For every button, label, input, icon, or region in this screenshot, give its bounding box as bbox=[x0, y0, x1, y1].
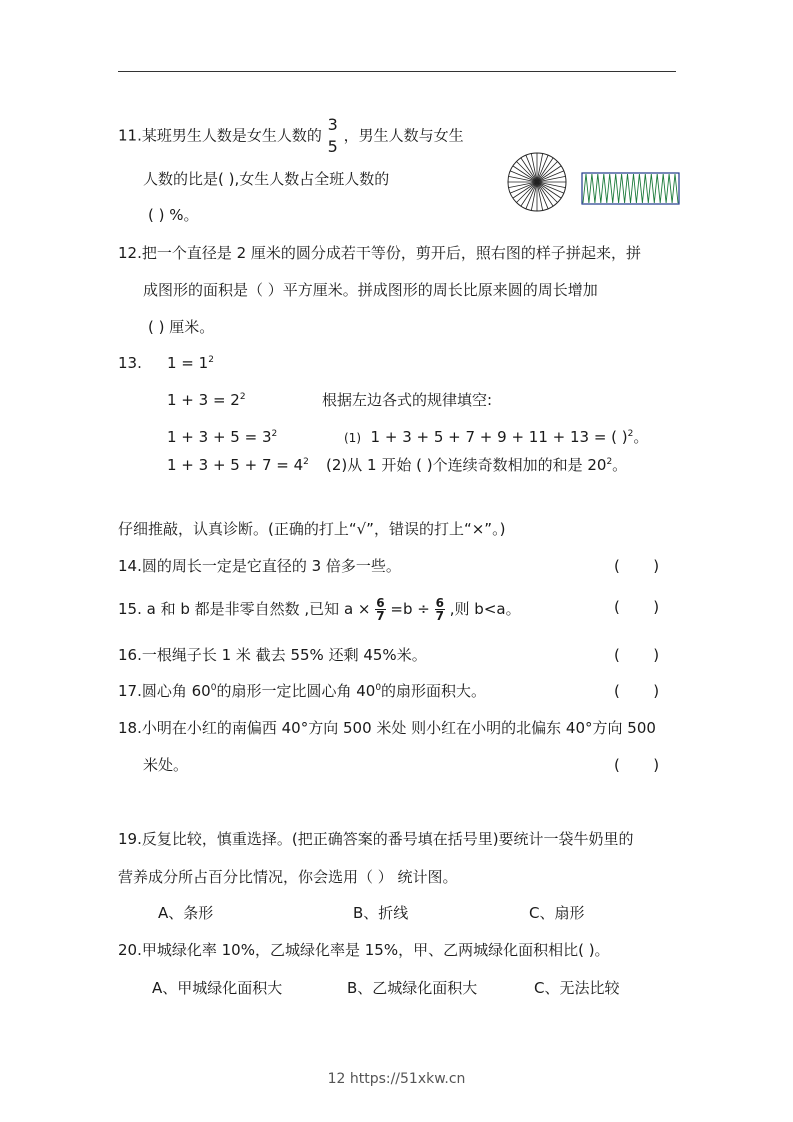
q15-text: 15. a 和 b 都是非零自然数 ,已知 a × $\frac{6}{7}$ =b ÷ $\frac{6}{7}$ ,则 b<a。 bbox=[118, 596, 521, 623]
q13-sub1-text: 1 + 3 + 5 + 7 + 9 + 11 + 13 = ( ) bbox=[370, 428, 628, 446]
q19-line1: 19.反复比较，慎重选择。(把正确答案的番号填在括号里)要统计一袋牛奶里的 bbox=[118, 830, 634, 848]
q13-eq3: $1 + 3 + 5 = 3^2$ bbox=[167, 428, 278, 446]
q14-text: 14.圆的周长一定是它直径的 3 倍多一些。 bbox=[118, 557, 401, 575]
q13-number: 13. bbox=[118, 354, 142, 372]
q13-sub2-text: (2)从 1 开始 ( )个连续奇数相加的和是 20 bbox=[326, 456, 607, 474]
q20-option-b[interactable]: B、乙城绿化面积大 bbox=[347, 979, 478, 997]
q14-answer-paren[interactable]: ( ) bbox=[614, 557, 660, 575]
q18-line2: 米处。 bbox=[143, 756, 189, 774]
q19-line2: 营养成分所占百分比情况，你会选用（ ） 统计图。 bbox=[118, 868, 458, 886]
q13-eq2: $1 + 3 = 2^2$ bbox=[167, 391, 246, 409]
q15-answer-paren[interactable]: ( ) bbox=[614, 598, 660, 616]
q19-option-a[interactable]: A、条形 bbox=[158, 904, 214, 922]
q16-answer-paren[interactable]: ( ) bbox=[614, 646, 660, 664]
q20-option-c[interactable]: C、无法比较 bbox=[534, 979, 620, 997]
q13-sub2: (2)从 1 开始 ( )个连续奇数相加的和是 $20^2$。 bbox=[326, 456, 628, 474]
q18-line1: 18.小明在小红的南偏西 40°方向 500 米处 则小红在小明的北偏东 40°方向 500 bbox=[118, 719, 656, 737]
q13-eq4: $1 + 3 + 5 + 7 = 4^2$ bbox=[167, 456, 309, 474]
header-rule bbox=[118, 71, 676, 72]
q11-text-prefix: 11.某班男生人数是女生人数的 bbox=[118, 126, 322, 145]
q12-line2: 成图形的面积是（ ）平方厘米。拼成图形的周长比原来圆的周长增加 bbox=[143, 281, 598, 299]
q13-eq1: $1 = 1^2$ bbox=[167, 354, 214, 372]
q15-frac2: $\frac{6}{7}$ bbox=[435, 596, 444, 623]
q18-answer-paren[interactable]: ( ) bbox=[614, 756, 660, 774]
q17-answer-paren[interactable]: ( ) bbox=[614, 682, 660, 700]
q13-instruction: 根据左边各式的规律填空: bbox=[322, 391, 493, 409]
q11-fraction bbox=[327, 117, 339, 155]
q11-text-suffix: ，男生人数与女生 bbox=[343, 126, 464, 145]
q19-option-c[interactable]: C、扇形 bbox=[529, 904, 585, 922]
q12-line1: 12.把一个直径是 2 厘米的圆分成若干等份，剪开后，照右图的样子拼起来，拼 bbox=[118, 244, 641, 262]
q19-option-b[interactable]: B、折线 bbox=[353, 904, 409, 922]
q15-frac1: $\frac{6}{7}$ bbox=[376, 596, 385, 623]
q13-sub1-label: (1) bbox=[344, 431, 361, 445]
q11-frac-num: 3 bbox=[327, 115, 338, 134]
judge-heading: 仔细推敲，认真诊断。(正确的打上“√”，错误的打上“×”。) bbox=[118, 520, 506, 538]
sectored-circle-figure bbox=[505, 150, 569, 214]
q11-frac-den: 5 bbox=[327, 137, 338, 156]
q17-text: 17.圆心角 $60^0$的扇形一定比圆心角 $40^0$的扇形面积大。 bbox=[118, 682, 487, 700]
q11-line2: 人数的比是( ),女生人数占全班人数的 bbox=[143, 170, 390, 188]
q11-line3: ( ) %。 bbox=[148, 206, 199, 224]
page-footer: 12 https://51xkw.cn bbox=[327, 1071, 466, 1087]
q13-sub1: (1) 1 + 3 + 5 + 7 + 9 + 11 + 13 = ( )$^2$。 bbox=[344, 428, 649, 446]
q20-line1: 20.甲城绿化率 10%，乙城绿化率是 15%，甲、乙两城绿化面积相比( )。 bbox=[118, 941, 610, 959]
q20-option-a[interactable]: A、甲城绿化面积大 bbox=[152, 979, 283, 997]
q12-line3: ( ) 厘米。 bbox=[148, 318, 215, 336]
rearranged-sectors-figure bbox=[581, 172, 681, 206]
q16-text: 16.一根绳子长 1 米 截去 55% 还剩 45%米。 bbox=[118, 646, 427, 664]
q11-line1 bbox=[118, 117, 464, 155]
